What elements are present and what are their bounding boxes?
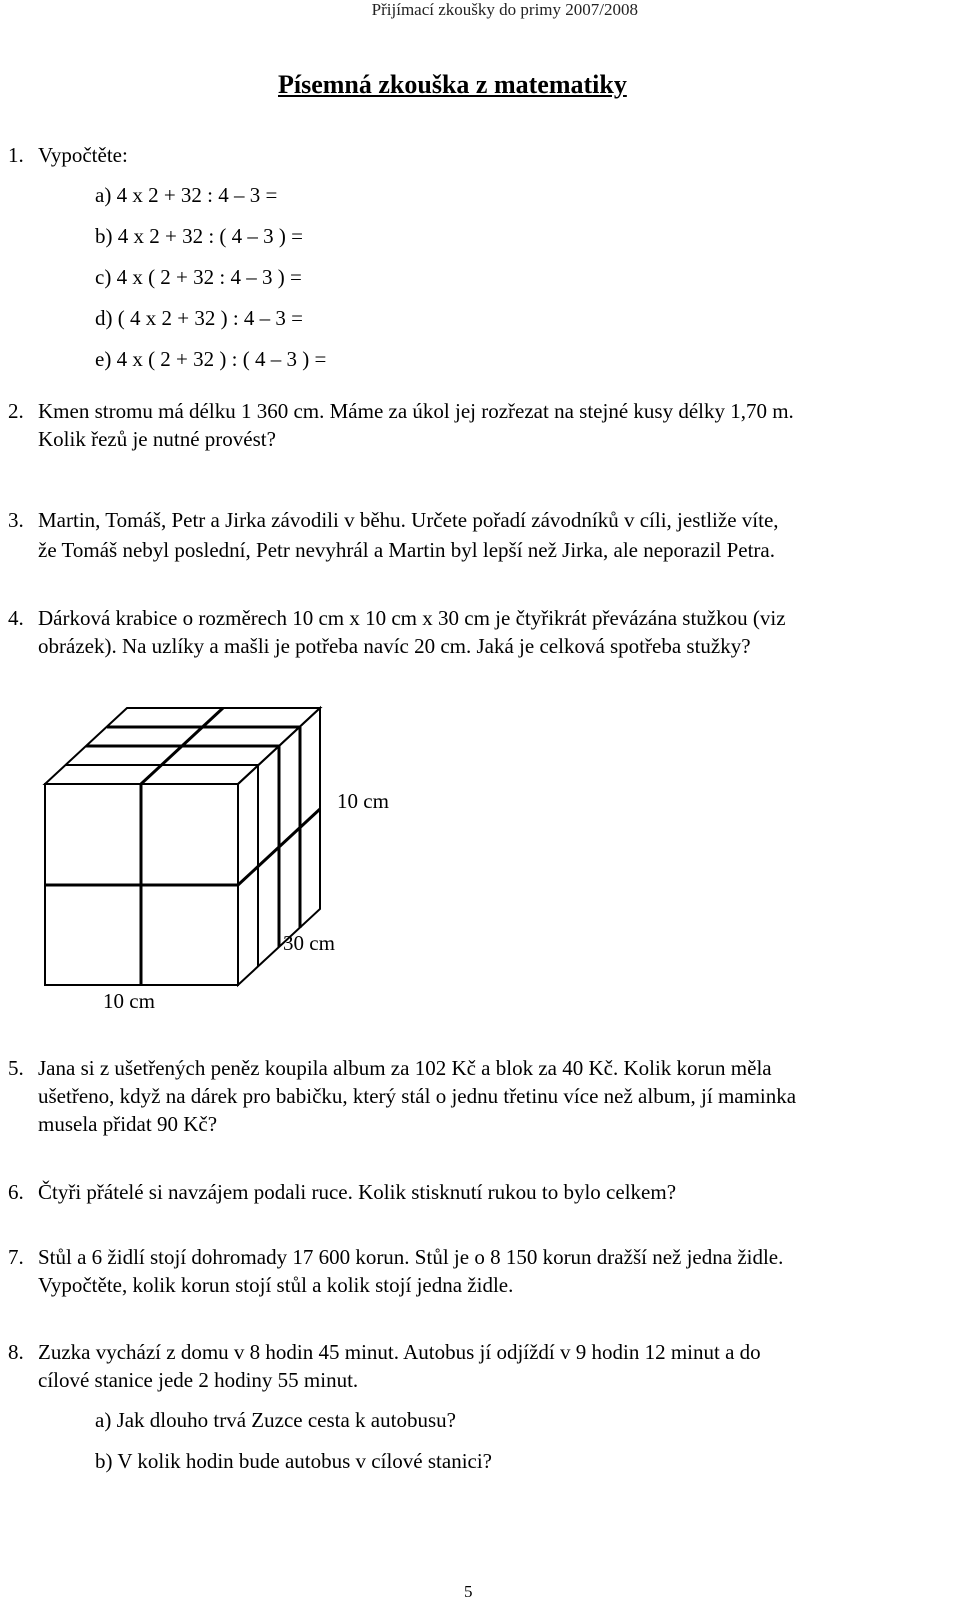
figure-label-bottom: 10 cm xyxy=(103,989,155,1013)
q2-number: 2. xyxy=(8,399,24,423)
q3-number: 3. xyxy=(8,508,24,532)
q4-line-2: obrázek). Na uzlíky a mašli je potřeba navíc 20 cm. Jaká je celková spotřeba stužky? xyxy=(38,634,751,658)
page-header: Přijímací zkoušky do primy 2007/2008 xyxy=(371,0,638,19)
q6-number: 6. xyxy=(8,1180,24,1204)
q5-line-1: Jana si z ušetřených peněz koupila album za 102 Kč a blok za 40 Kč. Kolik korun měla xyxy=(38,1056,772,1080)
q2-line-1: Kmen stromu má délku 1 360 cm. Máme za úkol jej rozřezat na stejné kusy délky 1,70 m. xyxy=(38,399,794,423)
q1-item-e: e) 4 x ( 2 + 32 ) : ( 4 – 3 ) = xyxy=(95,347,327,371)
figure-label-right: 10 cm xyxy=(337,789,389,813)
q1-text: Vypočtěte: xyxy=(38,143,128,167)
page-number: 5 xyxy=(464,1582,473,1601)
q5-number: 5. xyxy=(8,1056,24,1080)
q7-line-2: Vypočtěte, kolik korun stojí stůl a kolik stojí jedna židle. xyxy=(38,1273,514,1297)
q1-item-d: d) ( 4 x 2 + 32 ) : 4 – 3 = xyxy=(95,306,304,330)
page-title: Písemná zkouška z matematiky xyxy=(278,70,627,99)
q6-line-1: Čtyři přátelé si navzájem podali ruce. Kolik stisknutí rukou to bylo celkem? xyxy=(38,1180,677,1204)
q8-number: 8. xyxy=(8,1340,24,1364)
q8-item-b: b) V kolik hodin bude autobus v cílové stanici? xyxy=(95,1449,493,1473)
q8-line-2: cílové stanice jede 2 hodiny 55 minut. xyxy=(38,1368,359,1392)
q7-number: 7. xyxy=(8,1245,24,1269)
q1-item-c: c) 4 x ( 2 + 32 : 4 – 3 ) = xyxy=(95,265,302,289)
q3-line-2: že Tomáš nebyl poslední, Petr nevyhrál a Martin byl lepší než Jirka, ale neporazil Petra. xyxy=(38,538,775,562)
q4-line-1: Dárková krabice o rozměrech 10 cm x 10 cm x 30 cm je čtyřikrát převázána stužkou (viz xyxy=(38,606,786,630)
figure-label-depth: 30 cm xyxy=(283,931,335,955)
q8-item-a: a) Jak dlouho trvá Zuzce cesta k autobusu? xyxy=(95,1408,456,1432)
q3-line-1: Martin, Tomáš, Petr a Jirka závodili v běhu. Určete pořadí závodníků v cíli, jestliže víte, xyxy=(38,508,779,532)
q2-line-2: Kolik řezů je nutné provést? xyxy=(38,427,276,451)
q1-item-b: b) 4 x 2 + 32 : ( 4 – 3 ) = xyxy=(95,224,304,248)
q4-number: 4. xyxy=(8,606,24,630)
q8-line-1: Zuzka vychází z domu v 8 hodin 45 minut. Autobus jí odjíždí v 9 hodin 12 minut a do xyxy=(38,1340,761,1364)
q7-line-1: Stůl a 6 židlí stojí dohromady 17 600 korun. Stůl je o 8 150 korun dražší než jedna židle. xyxy=(38,1245,784,1269)
q1-item-a: a) 4 x 2 + 32 : 4 – 3 = xyxy=(95,183,278,207)
q5-line-2: ušetřeno, když na dárek pro babičku, který stál o jednu třetinu více než album, jí maminka xyxy=(38,1084,797,1108)
q1-number: 1. xyxy=(8,143,24,167)
q5-line-3: musela přidat 90 Kč? xyxy=(38,1112,218,1136)
